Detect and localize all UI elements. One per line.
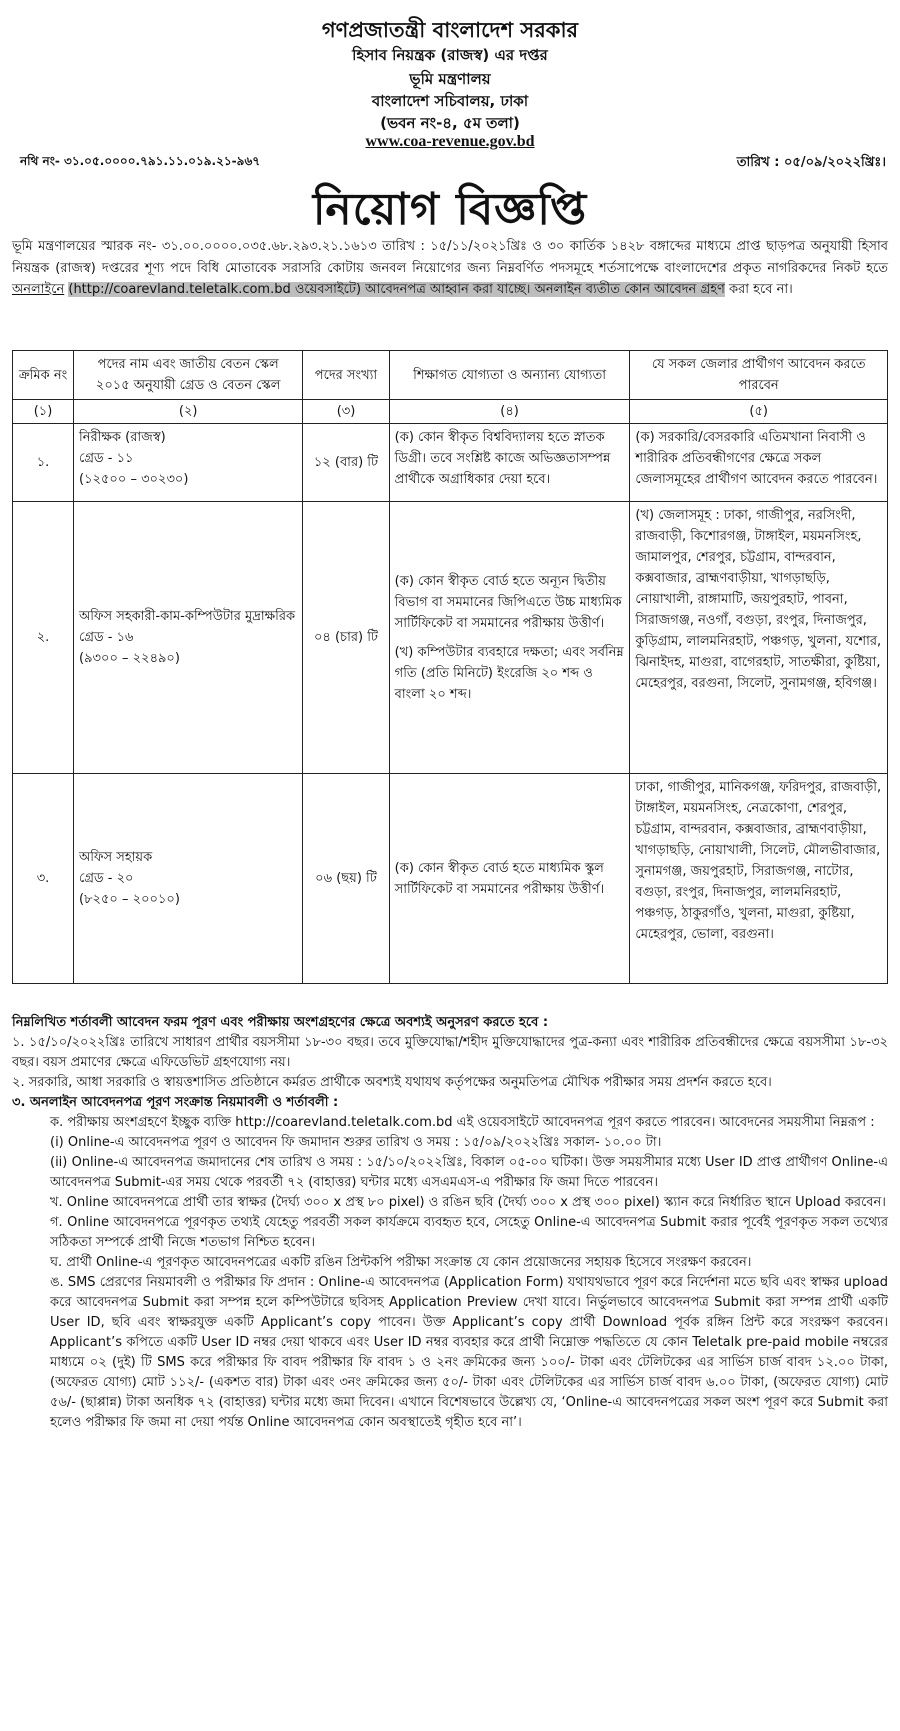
- row-count: ০৪ (চার) টি: [303, 502, 389, 774]
- intro-online: অনলাইনে: [12, 282, 65, 297]
- table-row: [13, 774, 888, 984]
- vacancy-table: [12, 350, 888, 984]
- memo-number: নথি নং- ৩১.০৫.০০০০.৭৯১.১১.০১৯.২১-৯৬৭: [20, 154, 261, 168]
- row-sl: ১.: [13, 424, 74, 502]
- post-name: অফিস সহকারী-কাম-কম্পিউটার মুদ্রাক্ষরিক: [79, 609, 296, 624]
- ministry-name: ভূমি মন্ত্রণালয়: [409, 70, 491, 88]
- row-districts: ঢাকা, গাজীপুর, মানিকগঞ্জ, ফরিদপুর, রাজবাড়ী, টাঙ্গাইল, ময়মনসিংহ, নেত্রকোণা, শেরপুর, চট্টগ্রাম, বান্দরবান, কক্সবাজার, ব্রাহ্মণবাড়ীয়া, খাগড়াছড়ি, নোয়াখালী, সিলেট, মৌলভীবাজার, সুনামগঞ্জ, জয়পুরহাট, সিরাজগঞ্জ, নাটোর, বগুড়া, রংপুর, দিনাজপুর, লালমনিরহাট, পঞ্চগড়, ঠাকুরগাঁও, খুলনা, মাগুরা, কুষ্টিয়া, মেহেরপুর, ভোলা, বরগুনা।: [630, 774, 888, 984]
- row-count: ০৬ (ছয়) টি: [303, 774, 389, 984]
- building-floor: (ভবন নং-৪, ৫ম তলা): [380, 114, 520, 132]
- condition-3-kha: খ. Online আবেদনপত্রে প্রার্থী তার স্বাক্ষর (দৈর্ঘ্য ৩০০ x প্রস্থ ৮০ pixel) ও রঙিন ছবি (দৈর্ঘ্য ৩০০ x প্রস্থ ৩০০ pixel) স্ক্যান করে নির্ধারিত স্থানে Upload করবেন।: [50, 1195, 886, 1210]
- row-sl: ২.: [13, 502, 74, 774]
- col-header-sl: ক্রমিক নং: [13, 351, 74, 400]
- condition-1: ১. ১৫/১০/২০২২খ্রিঃ তারিখে সাধারণ প্রার্থীর বয়সসীমা ১৮-৩০ বছর। তবে মুক্তিযোদ্ধা/শহীদ মুক্তিযোদ্ধাদের পুত্র-কন্যা এবং শারীরিক প্রতিবন্ধীদের ক্ষেত্রে বয়সসীমা ১৮-৩২ বছর। বয়স প্রমাণের ক্ষেত্রে এফিডেভিট গ্রহণযোগ্য নয়।: [12, 1035, 888, 1070]
- condition-3: ৩. অনলাইন আবেদনপত্র পূরণ সংক্রান্ত নিয়মাবলী ও শর্তাবলী :: [12, 1095, 339, 1110]
- intro-text: ভূমি মন্ত্রণালয়ের স্মারক নং- ৩১.০০.০০০০.০৩৫.৬৮.২৯৩.২১.১৬১৩ তারিখ : ১৫/১১/২০২১খ্রিঃ ও ৩০ কার্তিক ১৪২৮ বঙ্গাব্দের মাধ্যমে প্রাপ্ত ছাড়পত্র অনুযায়ী হিসাব নিয়ন্ত্রক (রাজস্ব) দপ্তরের শূণ্য পদে বিধি মোতাবেক সরাসরি কোটায় জনবল নিয়োগের জন্য নিম্নবর্ণিত পদসমূহে শর্তসাপেক্ষে বাংলাদেশের প্রকৃত নাগরিকদের নিকট হতে: [12, 239, 888, 276]
- row-post: [74, 424, 303, 502]
- condition-3-ga: গ. Online আবেদনপত্রে পূরণকৃত তথ্যই যেহেতু পরবর্তী সকল কার্যক্রমে ব্যবহৃত হবে, সেহেতু Online-এ আবেদনপত্র Submit করার পূর্বেই পূরণকৃত সকল তথ্যের সঠিকতা সম্পর্কে প্রার্থী নিজে শতভাগ নিশ্চিত হবেন।: [50, 1215, 888, 1250]
- post-name: নিরীক্ষক (রাজস্ব): [79, 430, 166, 445]
- col-header-qualification: শিক্ষাগত যোগ্যতা ও অন্যান্য যোগ্যতা: [389, 351, 630, 400]
- col-header-districts: যে সকল জেলার প্রার্থীগণ আবেদন করতে পারবেন: [630, 351, 888, 400]
- condition-3-gha: ঘ. প্রার্থী Online-এ পূরণকৃত আবেদনপত্রের একটি রঙিন প্রিন্টকপি পরীক্ষা সংক্রান্ত যে কোন প্রয়োজনের সহায়ক হিসেবে সংরক্ষণ করবেন।: [50, 1255, 752, 1270]
- row-qualification: (ক) কোন স্বীকৃত বিশ্ববিদ্যালয় হতে স্নাতক ডিগ্রী। তবে সংশ্লিষ্ট কাজে অভিজ্ঞতাসম্পন্ন প্রার্থীকে অগ্রাধিকার দেয়া হবে।: [389, 424, 630, 502]
- post-scale: (৯৩০০ – ২২৪৯০): [79, 651, 180, 666]
- intro-link[interactable]: (http://coarevland.teletalk.com.bd ওয়েবসাইটে) আবেদনপত্র আহ্বান করা যাচ্ছে। অনলাইন ব্যতীত কোন আবেদন গ্রহণ: [68, 282, 725, 297]
- website-link[interactable]: www.coa-revenue.gov.bd: [365, 133, 535, 150]
- conditions-section: [12, 1013, 888, 1433]
- post-scale: (১২৫০০ – ৩০২৩০): [79, 472, 189, 487]
- col-num: (২): [74, 400, 303, 424]
- post-grade: গ্রেড - ২০: [79, 871, 134, 886]
- row-qualification: (ক) কোন স্বীকৃত বোর্ড হতে মাধ্যমিক স্কুল সার্টিফিকেট বা সমমানের পরীক্ষায় উত্তীর্ণ।: [389, 774, 630, 984]
- post-name: অফিস সহায়ক: [79, 850, 153, 865]
- col-num: (১): [13, 400, 74, 424]
- qualification-a: (ক) কোন স্বীকৃত বোর্ড হতে অন্যূন দ্বিতীয় বিভাগ বা সমমানের জিপিএতে উচ্চ মাধ্যমিক সার্টিফিকেট বা সমমানের পরীক্ষায় উত্তীর্ণ।: [394, 573, 622, 631]
- intro-end: করা হবে না।: [724, 282, 793, 297]
- col-num: (৪): [389, 400, 630, 424]
- row-post: [74, 774, 303, 984]
- condition-3-uma: ঙ. SMS প্রেরণের নিয়মাবলী ও পরীক্ষার ফি প্রদান : Online-এ আবেদনপত্র (Application Form) যথাযথভাবে পূরণ করে নির্দেশনা মতে ছবি এবং স্বাক্ষর upload করে আবেদনপত্র Submit করা সম্পন্ন হলে কম্পিউটারে ছবিসহ Application Preview দেখা যাবে। নির্ভুলভাবে আবেদনপত্র Submit করা সম্পন্ন প্রার্থী একটি User ID, ছবি এবং স্বাক্ষরযুক্ত একটি Applicant’s copy পাবেন। উক্ত Applicant’s copy প্রার্থী Download পূর্বক রঙ্গিন প্রিন্ট করে সংরক্ষণ করবেন। Applicant’s কপিতে একটি User ID নম্বর দেয়া থাকবে এবং User ID নম্বর ব্যবহার করে প্রার্থী নিম্নোক্ত পদ্ধতিতে যে কোন Teletalk pre-paid mobile নম্বরের মাধ্যমে ০২ (দুই) টি SMS করে পরীক্ষার ফি বাবদ পরীক্ষার ফি বাবদ ১ ও ২নং ক্রমিকের জন্য ১০০/- টাকা এবং টেলিটকের এর সার্ভিস চার্জ বাবদ ১২.০০ টাকা, (অফেরত যোগ্য) মোট ১১২/- (একশত বার) টাকা এবং ৩নং ক্রমিকের জন্য ৫০/- টাকা এবং টেলিটকের এর সার্ভিস চার্জ বাবদ ৬.০০ টাকা, (অফেরত যোগ্য) মোট ৫৬/- (ছাপ্পান্ন) টাকা অনধিক ৭২ (বাহাত্তর) ঘন্টার মধ্যে জমা দিবেন। এখানে বিশেষভাবে উল্লেখ্য যে, ‘Online-এ আবেদনপত্রের সকল অংশ পূরণ করে Submit করা হলেও পরীক্ষার ফি জমা না দেয়া পর্যন্ত Online আবেদনপত্র কোন অবস্থাতেই গৃহীত হবে না’।: [50, 1275, 888, 1430]
- post-scale: (৮২৫০ – ২০০১০): [79, 892, 180, 907]
- row-sl: ৩.: [13, 774, 74, 984]
- condition-3-ka: ক. পরীক্ষায় অংশগ্রহণে ইচ্ছুক ব্যক্তি http://coarevland.teletalk.com.bd এই ওয়েবসাইটে আবেদনপত্র পূরণ করতে পারবেন। আবেদনের সময়সীমা নিম্নরূপ :: [50, 1115, 875, 1130]
- qualification-b: (খ) কম্পিউটার ব্যবহারে দক্ষতা; এবং সর্বনিম্ন গতি (প্রতি মিনিটে) ইংরেজি ২০ শব্দ ও বাংলা ২০ শব্দ।: [394, 644, 624, 702]
- post-grade: গ্রেড - ১১: [79, 451, 134, 466]
- condition-3-ii: (ii) Online-এ আবেদনপত্র জমাদানের শেষ তারিখ ও সময় : ১৫/১০/২০২২খ্রিঃ, বিকাল ০৫-০০ ঘটিকা। উক্ত সময়সীমার মধ্যে User ID প্রাপ্ত প্রার্থীগণ Online-এ আবেদনপত্র Submit-এর সময় থেকে পরবর্তী ৭২ (বাহাত্তর) ঘন্টার মধ্যে এসএমএস-এ পরীক্ষার ফি জমা দিতে পারবেন।: [50, 1155, 888, 1190]
- table-row: [13, 424, 888, 502]
- condition-3-i: (i) Online-এ আবেদনপত্র পূরণ ও আবেদন ফি জমাদান শুরুর তারিখ ও সময় : ১৫/০৯/২০২২খ্রিঃ সকাল- ১০.০০ টা।: [50, 1135, 662, 1150]
- col-header-count: পদের সংখ্যা: [303, 351, 389, 400]
- govt-name: গণপ্রজাতন্ত্রী বাংলাদেশ সরকার: [321, 18, 579, 42]
- conditions-heading: নিম্নলিখিত শর্তাবলী আবেদন ফরম পূরণ এবং পরীক্ষায় অংশগ্রহণের ক্ষেত্রে অবশ্যই অনুসরণ করতে হবে :: [12, 1015, 549, 1030]
- notice-date: তারিখ : ০৫/০৯/২০২২খ্রিঃ।: [736, 155, 886, 170]
- row-districts: (ক) সরকারি/বেসরকারি এতিমখানা নিবাসী ও শারীরিক প্রতিবন্ধীগণের ক্ষেত্রে সকল জেলাসমূহের প্রার্থীগণ আবেদন করতে পারবেন।: [630, 424, 888, 502]
- table-row: [13, 502, 888, 774]
- office-location: বাংলাদেশ সচিবালয়, ঢাকা: [371, 92, 529, 110]
- row-districts: (খ) জেলাসমূহ : ঢাকা, গাজীপুর, নরসিংদী, রাজবাড়ী, কিশোরগঞ্জ, টাঙ্গাইল, ময়মনসিংহ, জামালপুর, শেরপুর, চট্টগ্রাম, বান্দরবান, কক্সবাজার, ব্রাহ্মণবাড়ীয়া, খাগড়াছড়ি, নোয়াখালী, রাঙ্গামাটি, জয়পুরহাট, পাবনা, সিরাজগঞ্জ, নওগাঁ, বগুড়া, রংপুর, দিনাজপুর, কুড়িগ্রাম, লালমনিরহাট, পঞ্চগড়, খুলনা, যশোর, ঝিনাইদহ, মাগুরা, বাগেরহাট, সাতক্ষীরা, কুষ্টিয়া, মেহেরপুর, বরগুনা, সিলেট, সুনামগঞ্জ, হবিগঞ্জ।: [630, 502, 888, 774]
- table-header-row: [13, 351, 888, 400]
- office-name: হিসাব নিয়ন্ত্রক (রাজস্ব) এর দপ্তর: [352, 46, 548, 64]
- title-text: নিয়োগ বিজ্ঞপ্তি: [312, 184, 588, 235]
- row-post: [74, 502, 303, 774]
- condition-2: ২. সরকারি, আধা সরকারি ও স্বায়ত্তশাসিত প্রতিষ্ঠানে কর্মরত প্রার্থীকে অবশ্যই যথাযথ কর্তৃপক্ষের অনুমতিপত্র মৌখিক পরীক্ষার সময় প্রদর্শন করতে হবে।: [12, 1075, 772, 1090]
- intro-paragraph: [12, 236, 888, 301]
- post-grade: গ্রেড - ১৬: [79, 630, 134, 645]
- col-num: (৫): [630, 400, 888, 424]
- row-qualification: [389, 502, 630, 774]
- column-number-row: [13, 400, 888, 424]
- row-count: ১২ (বার) টি: [303, 424, 389, 502]
- col-num: (৩): [303, 400, 389, 424]
- col-header-post: পদের নাম এবং জাতীয় বেতন স্কেল ২০১৫ অনুযায়ী গ্রেড ও বেতন স্কেল: [74, 351, 303, 400]
